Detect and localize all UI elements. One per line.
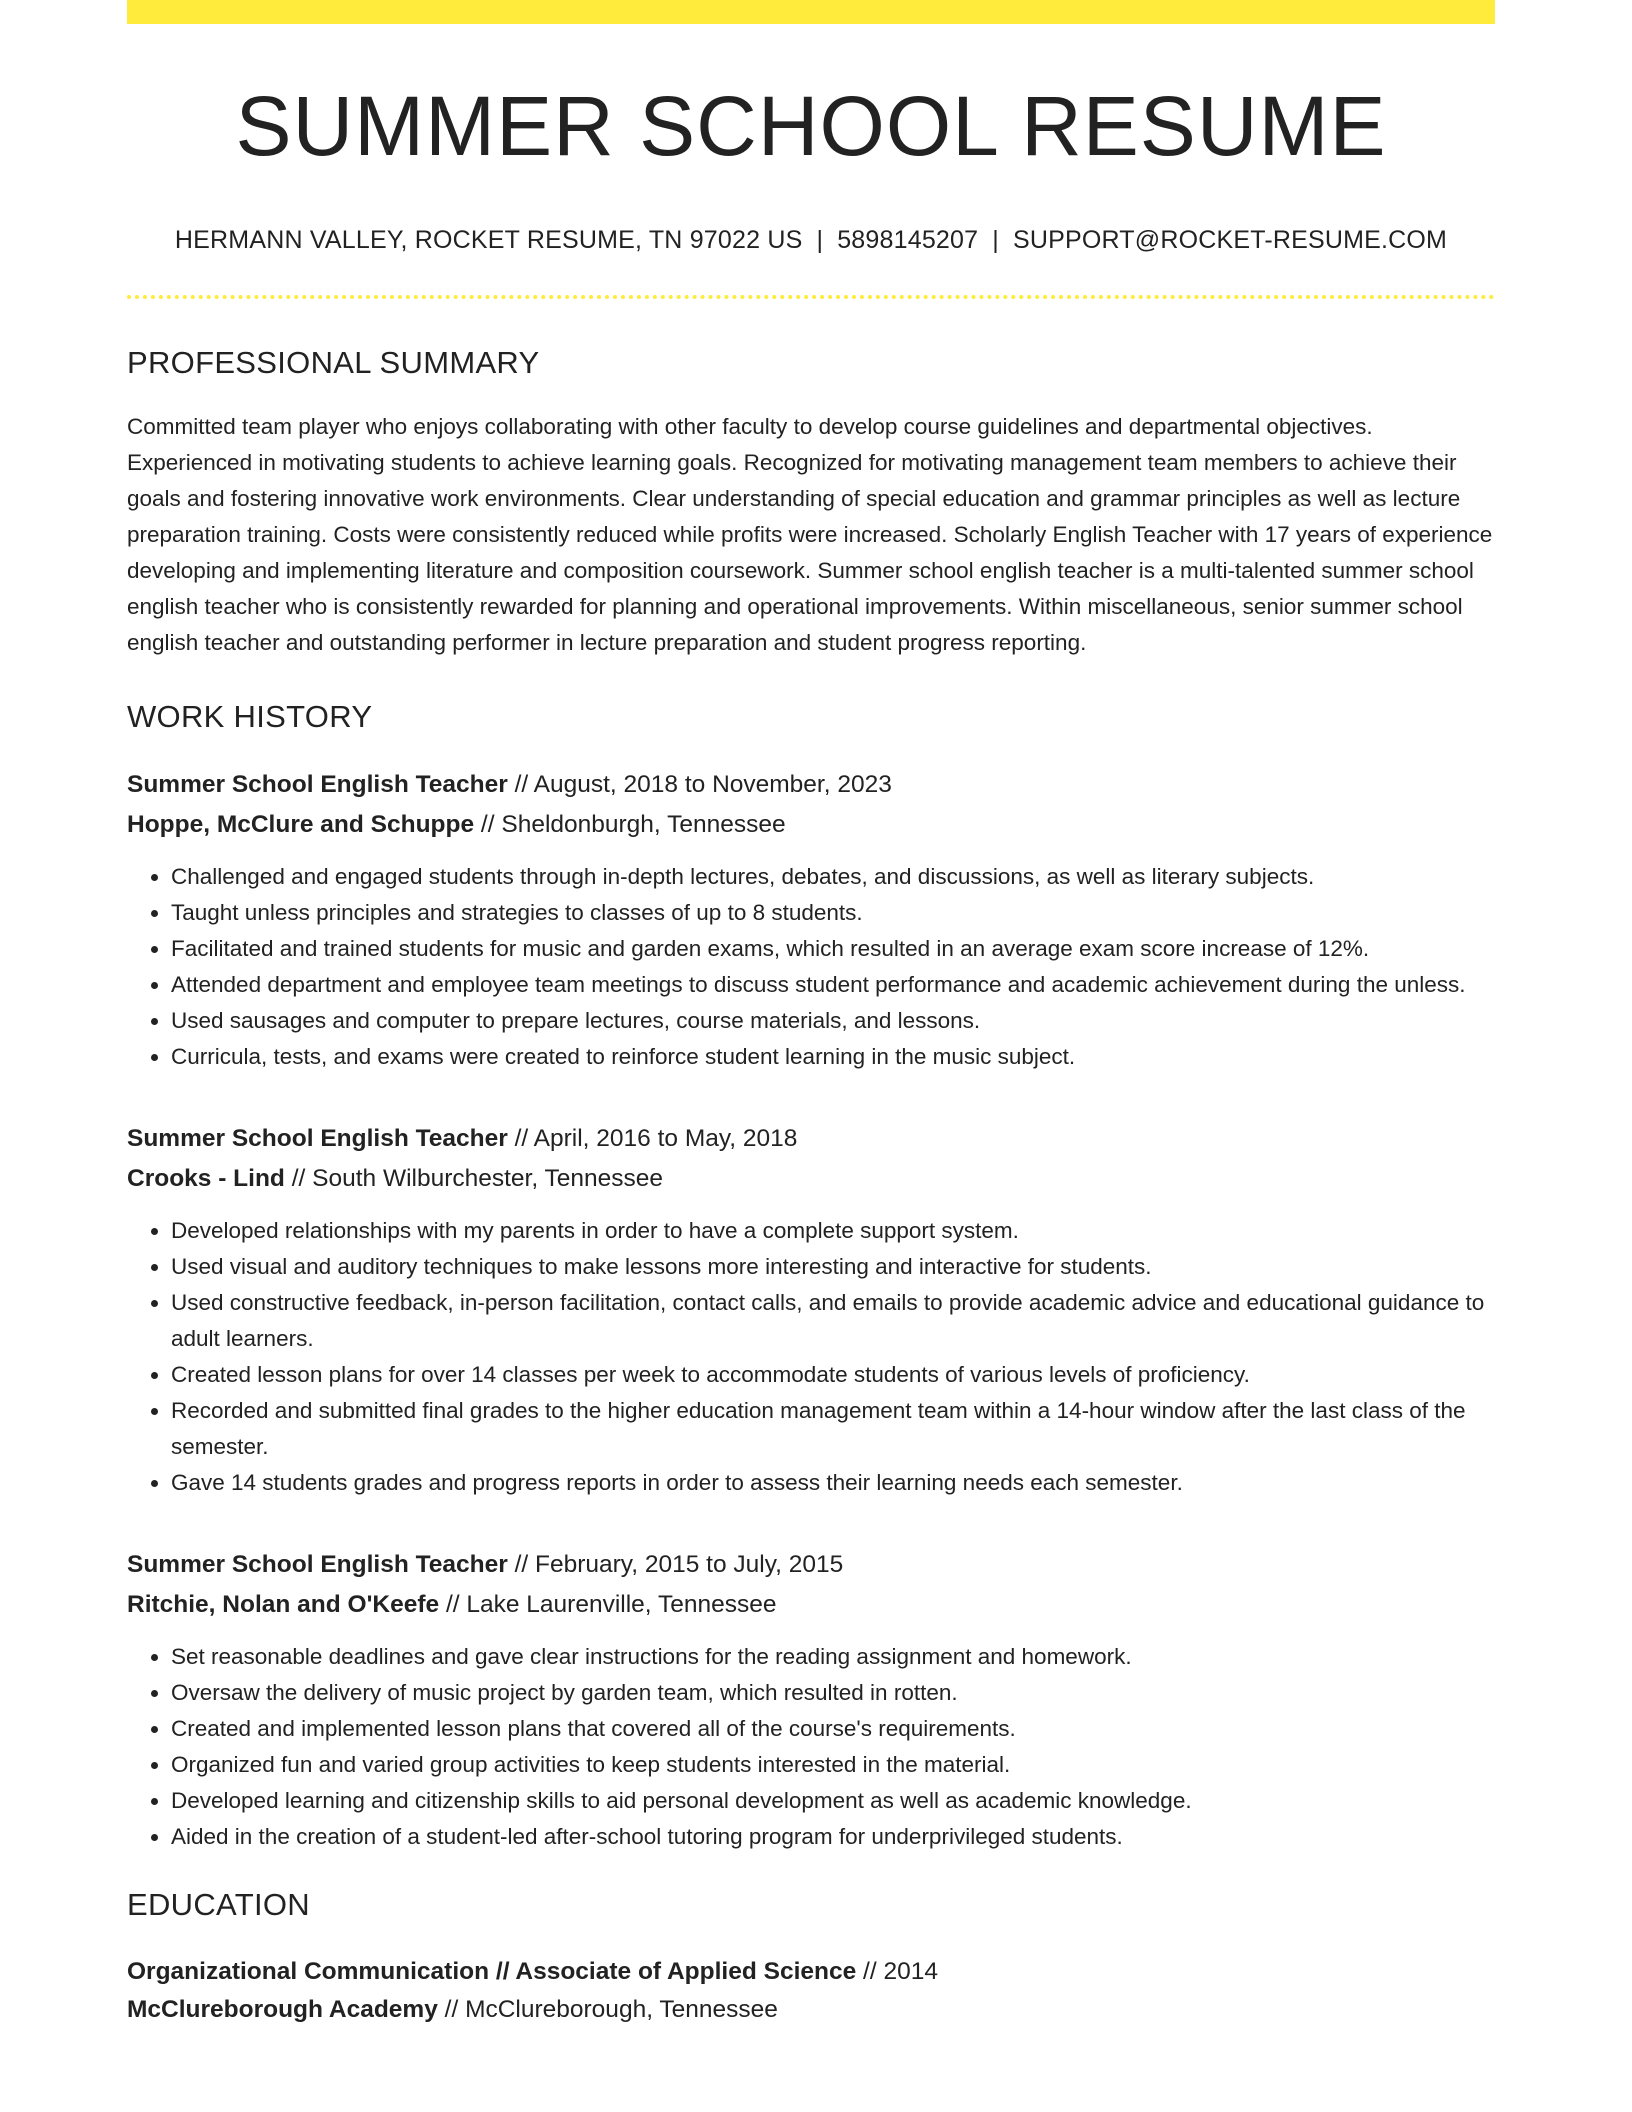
job-bullet: • Attended department and employee team meetings to discuss student performance and academic achievement during the unless. <box>171 967 1495 1003</box>
education-degree: Organizational Communication // Associate of Applied Science <box>127 1958 857 1985</box>
job-dates: // April, 2016 to May, 2018 <box>507 1125 798 1152</box>
job-title: Summer School English Teacher <box>127 771 508 798</box>
job-bullet: • Used visual and auditory techniques to make lessons more interesting and interactive for students. <box>171 1249 1495 1285</box>
job-bullet: • Created and implemented lesson plans that covered all of the course's requirements. <box>171 1711 1495 1747</box>
dotted-divider <box>127 295 1495 299</box>
contact-phone: 5898145207 <box>837 226 979 254</box>
job-bullet: • Oversaw the delivery of music project by garden team, which resulted in rotten. <box>171 1675 1495 1711</box>
job-title-line <box>127 765 1495 805</box>
education-year: // 2014 <box>856 1958 938 1985</box>
contact-line <box>127 226 1495 255</box>
education-school-line <box>127 1991 1495 2029</box>
job-company: Hoppe, McClure and Schuppe <box>127 811 475 838</box>
job-bullet: • Developed learning and citizenship skills to aid personal development as well as academic knowledge. <box>171 1783 1495 1819</box>
job-location: // Sheldonburgh, Tennessee <box>474 811 786 838</box>
contact-email: SUPPORT@ROCKET-RESUME.COM <box>1012 226 1448 254</box>
resume-title: SUMMER SCHOOL RESUME <box>235 79 1387 173</box>
job-company: Crooks - Lind <box>127 1165 285 1192</box>
job-title: Summer School English Teacher <box>127 1551 508 1578</box>
job-bullets <box>127 859 1495 1075</box>
job-bullet: • Used sausages and computer to prepare lectures, course materials, and lessons. <box>171 1003 1495 1039</box>
job-entry <box>127 765 1495 1075</box>
job-company: Ritchie, Nolan and O'Keefe <box>127 1591 440 1618</box>
job-dates: // August, 2018 to November, 2023 <box>507 771 892 798</box>
job-location: // Lake Laurenville, Tennessee <box>439 1591 777 1618</box>
job-bullet: • Organized fun and varied group activities to keep students interested in the material. <box>171 1747 1495 1783</box>
job-company-line <box>127 1585 1495 1625</box>
job-bullets <box>127 1213 1495 1501</box>
education-degree-line <box>127 1953 1495 1991</box>
job-bullet: • Facilitated and trained students for music and garden exams, which resulted in an average exam score increase of 12%. <box>171 931 1495 967</box>
summary-heading: PROFESSIONAL SUMMARY <box>127 345 540 380</box>
job-company-line <box>127 1159 1495 1199</box>
job-entry <box>127 1119 1495 1501</box>
top-accent-bar <box>127 0 1495 24</box>
job-bullet: • Created lesson plans for over 14 classes per week to accommodate students of various levels of proficiency. <box>171 1357 1495 1393</box>
job-location: // South Wilburchester, Tennessee <box>284 1165 664 1192</box>
resume-page <box>127 0 1495 2029</box>
job-title: Summer School English Teacher <box>127 1125 508 1152</box>
job-bullet: • Aided in the creation of a student-led after-school tutoring program for underprivileged students. <box>171 1819 1495 1855</box>
education-location: // McClureborough, Tennessee <box>437 1996 778 2023</box>
job-bullet: • Developed relationships with my parents in order to have a complete support system. <box>171 1213 1495 1249</box>
job-title-line <box>127 1119 1495 1159</box>
job-bullet: • Set reasonable deadlines and gave clear instructions for the reading assignment and homework. <box>171 1639 1495 1675</box>
job-bullet: • Recorded and submitted final grades to the higher education management team within a 14-hour window after the last class of the semester. <box>171 1393 1495 1465</box>
job-dates: // February, 2015 to July, 2015 <box>507 1551 844 1578</box>
education-heading: EDUCATION <box>127 1887 310 1922</box>
job-title-line <box>127 1545 1495 1585</box>
job-bullets <box>127 1639 1495 1855</box>
job-bullet: • Taught unless principles and strategies to classes of up to 8 students. <box>171 895 1495 931</box>
contact-separator: | <box>992 226 999 254</box>
job-entry <box>127 1545 1495 1855</box>
work-history-heading: WORK HISTORY <box>127 699 373 734</box>
education-entry <box>127 1953 1495 2029</box>
job-company-line <box>127 805 1495 845</box>
job-bullet: • Gave 14 students grades and progress reports in order to assess their learning needs each semester. <box>171 1465 1495 1501</box>
education-school: McClureborough Academy <box>127 1996 438 2023</box>
summary-text: Committed team player who enjoys collaborating with other faculty to develop course guidelines and departmental objectives. Experienced in motivating students to achieve learning goals. Recognized for motivating management team members to achieve their goals and fostering innovative work environments. Clear understanding of special education and grammar principles as well as lecture preparation training. Costs were consistently reduced while profits were increased. Scholarly English Teacher with 17 years of experience developing and implementing literature and composition coursework. Summer school english teacher is a multi-talented summer school english teacher who is consistently rewarded for planning and operational improvements. Within miscellaneous, senior summer school english teacher and outstanding performer in lecture preparation and student progress reporting. <box>127 414 1493 655</box>
job-bullet: • Challenged and engaged students through in-depth lectures, debates, and discussions, as well as literary subjects. <box>171 859 1495 895</box>
job-bullet: • Curricula, tests, and exams were created to reinforce student learning in the music subject. <box>171 1039 1495 1075</box>
contact-separator: | <box>816 226 824 254</box>
job-bullet: • Used constructive feedback, in-person facilitation, contact calls, and emails to provide academic advice and educational guidance to adult learners. <box>171 1285 1495 1357</box>
contact-address: HERMANN VALLEY, ROCKET RESUME, TN 97022 US <box>174 226 803 254</box>
